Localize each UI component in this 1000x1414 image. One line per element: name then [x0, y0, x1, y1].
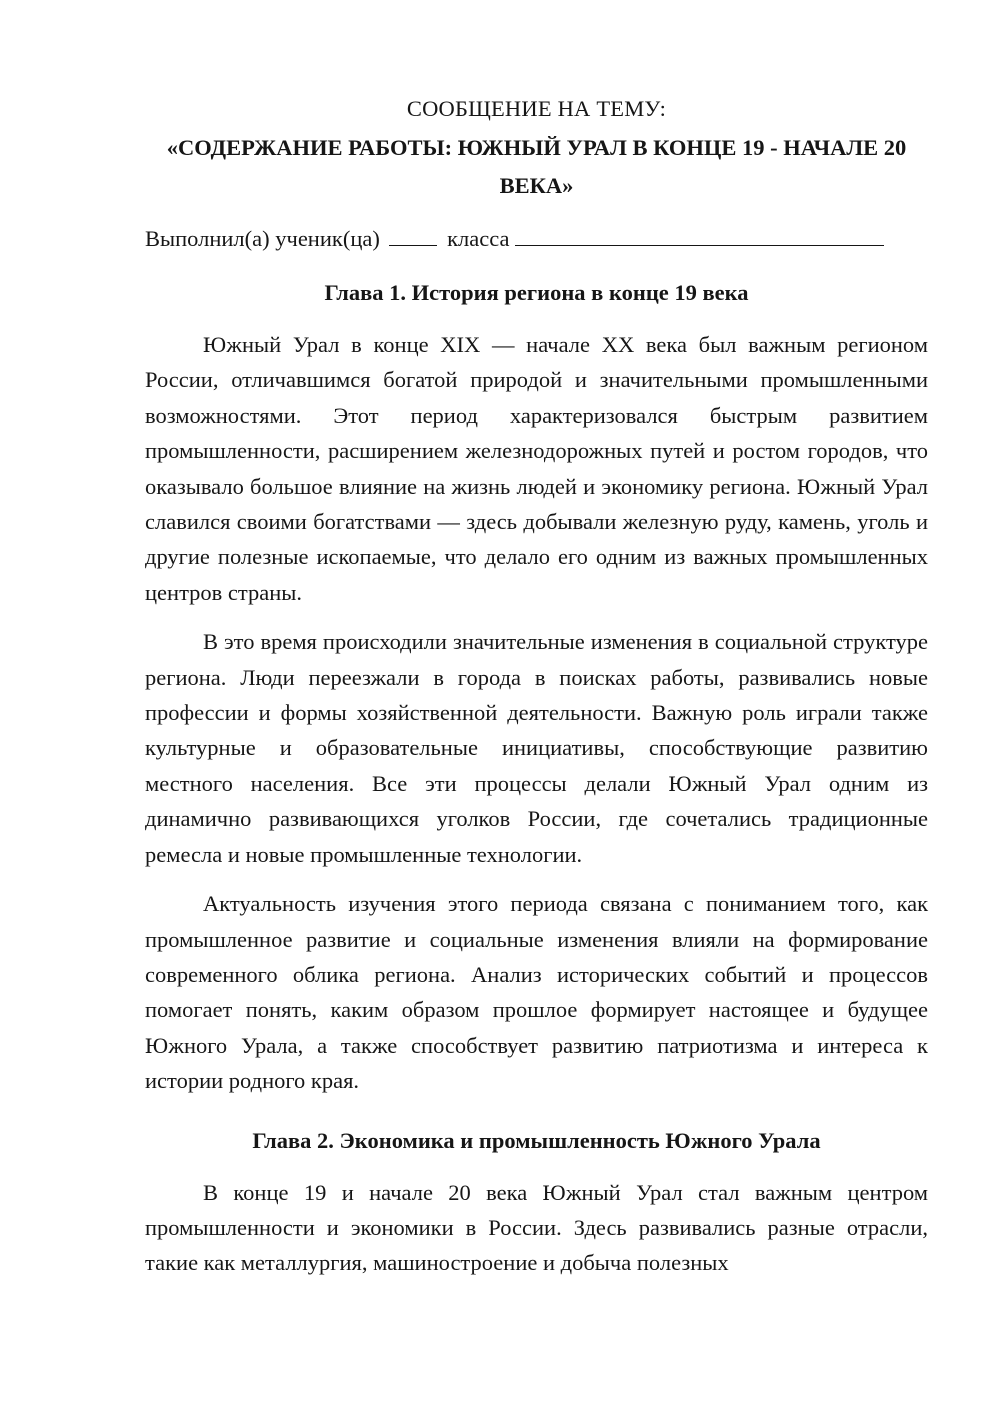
class-label: класса: [447, 226, 510, 251]
document-subtitle: «СОДЕРЖАНИЕ РАБОТЫ: ЮЖНЫЙ УРАЛ В КОНЦЕ 19 - НАЧАЛЕ 20 ВЕКА»: [166, 135, 907, 198]
document-title: СООБЩЕНИЕ НА ТЕМУ:: [406, 96, 667, 121]
performed-by-label: Выполнил(а) ученик(ца): [145, 226, 380, 251]
chapter-2-heading: Глава 2. Экономика и промышленность Южного Урала: [252, 1127, 821, 1153]
class-number-blank: [389, 223, 437, 246]
document-page: [145, 93, 928, 1281]
chapter-1-heading: Глава 1. История региона в конце 19 века: [324, 280, 749, 305]
chapter-2-paragraph-1: В конце 19 и начале 20 века Южный Урал стал важным центром промышленности и экономики в России. Здесь развивались разные отрасли, такие как металлургия, машиностроение и добыча полезных: [145, 1179, 928, 1276]
author-byline: [145, 223, 928, 255]
student-name-blank: [515, 223, 884, 246]
chapter-1-paragraph-1: Южный Урал в конце XIX — начале XX века был важным регионом России, отличавшимся богатой природой и значительными промышленными возможностями. Этот период характеризовался быстрым развитием промышленности, расширением железнодорожных путей и ростом городов, что оказывало большое влияние на жизнь людей и экономику региона. Южный Урал славился своими богатствами — здесь добывали железную руду, камень, уголь и другие полезные ископаемые, что делало его одним из важных промышленных центров страны.: [145, 332, 928, 605]
chapter-1-paragraph-2: В это время происходили значительные изменения в социальной структуре региона. Люди переезжали в города в поисках работы, развивались новые профессии и формы хозяйственной деятельности. Важную роль играли также культурные и образовательные инициативы, способствующие развитию местного населения. Все эти процессы делали Южный Урал одним из динамично развивающихся уголков России, где сочетались традиционные ремесла и новые промышленные технологии.: [145, 629, 928, 867]
chapter-1-paragraph-3: Актуальность изучения этого периода связана с пониманием того, как промышленное развитие и социальные изменения влияли на формирование современного облика региона. Анализ исторических событий и процессов помогает понять, каким образом прошлое формирует настоящее и будущее Южного Урала, а также способствует развитию патриотизма и интереса к истории родного края.: [145, 891, 928, 1094]
